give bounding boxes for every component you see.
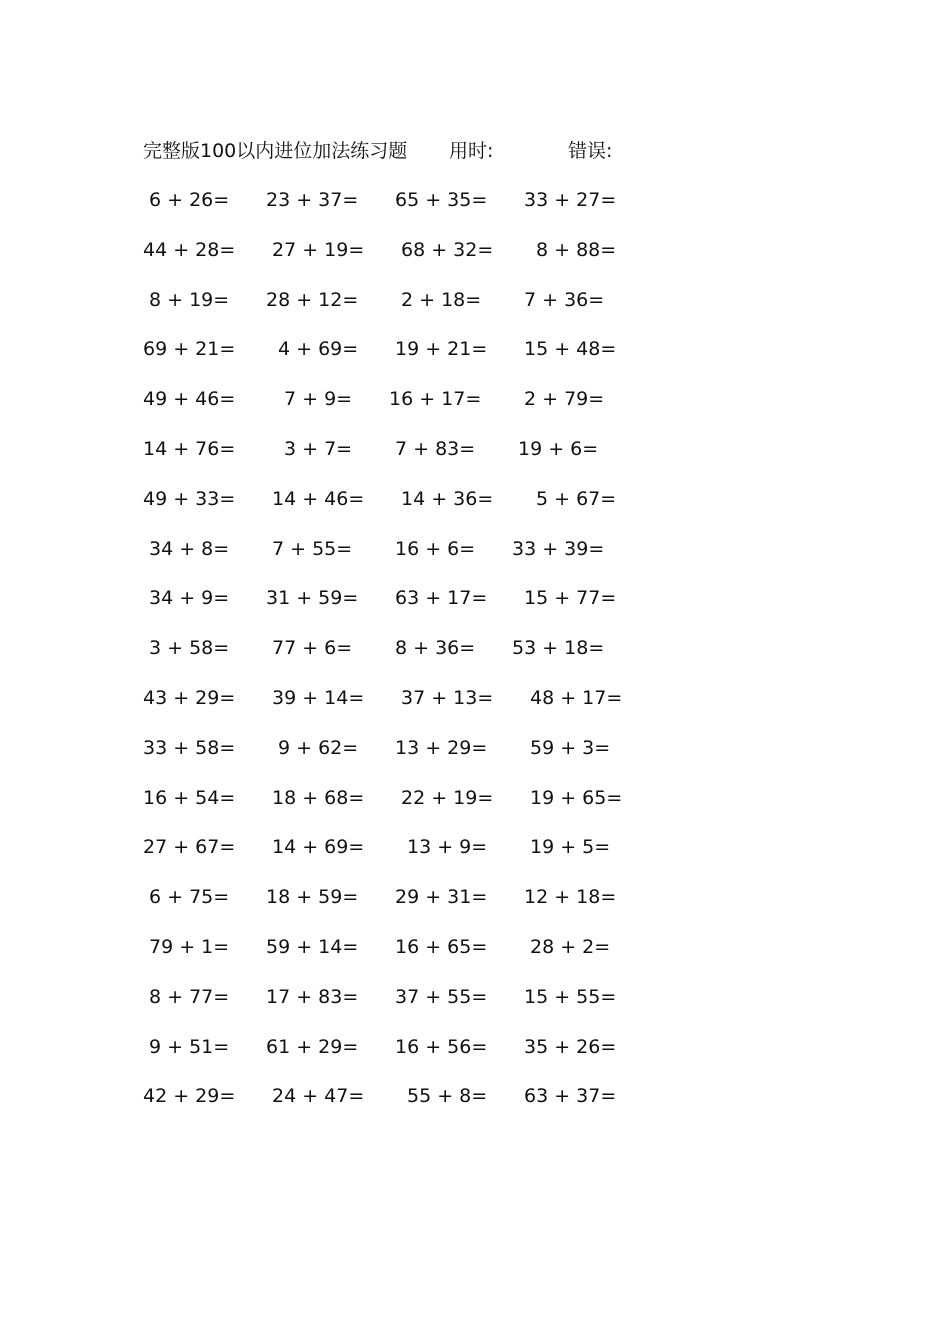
problem-r17-c2: 17 + 83= xyxy=(266,985,359,1008)
problem-r12-c4: 59 + 3= xyxy=(530,736,611,759)
problem-r17-c4: 15 + 55= xyxy=(524,985,617,1008)
problem-r15-c2: 18 + 59= xyxy=(266,886,359,909)
problem-r4-c3: 19 + 21= xyxy=(395,338,488,361)
problem-r19-c1: 42 + 29= xyxy=(143,1085,236,1108)
problem-r17-c1: 8 + 77= xyxy=(149,985,230,1008)
problem-r6-c3: 7 + 83= xyxy=(395,438,476,460)
problem-r7-c4: 5 + 67= xyxy=(536,487,617,510)
problem-r4-c2: 4 + 69= xyxy=(278,338,359,361)
problem-r18-c4: 35 + 26= xyxy=(524,1035,617,1058)
problem-r8-c1: 34 + 8= xyxy=(149,537,230,560)
problem-r14-c3: 13 + 9= xyxy=(407,836,488,859)
problem-r5-c1: 49 + 46= xyxy=(143,388,236,411)
problem-r1-c2: 23 + 37= xyxy=(266,189,359,211)
problem-r11-c3: 37 + 13= xyxy=(401,687,494,709)
problem-r16-c4: 28 + 2= xyxy=(530,936,611,958)
problem-r19-c3: 55 + 8= xyxy=(407,1085,488,1108)
problem-r5-c3: 16 + 17= xyxy=(389,388,482,411)
problem-r13-c1: 16 + 54= xyxy=(143,786,236,809)
problem-r2-c4: 8 + 88= xyxy=(536,238,617,261)
problem-r11-c2: 39 + 14= xyxy=(272,687,365,709)
problem-r17-c3: 37 + 55= xyxy=(395,985,488,1008)
problem-r2-c1: 44 + 28= xyxy=(143,238,236,261)
problem-r6-c4: 19 + 6= xyxy=(518,438,599,460)
problem-r8-c4: 33 + 39= xyxy=(512,537,605,560)
problem-r11-c1: 43 + 29= xyxy=(143,687,236,709)
problem-r7-c1: 49 + 33= xyxy=(143,487,236,510)
problem-r16-c2: 59 + 14= xyxy=(266,936,359,958)
problem-r10-c3: 8 + 36= xyxy=(395,637,476,660)
problem-r15-c3: 29 + 31= xyxy=(395,886,488,909)
problem-r1-c4: 33 + 27= xyxy=(524,189,617,211)
problem-r7-c3: 14 + 36= xyxy=(401,487,494,510)
problem-r7-c2: 14 + 46= xyxy=(272,487,365,510)
problem-r3-c1: 8 + 19= xyxy=(149,288,230,311)
problem-r9-c4: 15 + 77= xyxy=(524,587,617,610)
time-label: 用时: xyxy=(449,140,494,162)
problem-r13-c3: 22 + 19= xyxy=(401,786,494,809)
problem-r19-c4: 63 + 37= xyxy=(524,1085,617,1108)
problem-r8-c3: 16 + 6= xyxy=(395,537,476,560)
problem-r18-c3: 16 + 56= xyxy=(395,1035,488,1058)
problem-r2-c2: 27 + 19= xyxy=(272,238,365,261)
problem-r12-c2: 9 + 62= xyxy=(278,736,359,759)
problem-r19-c2: 24 + 47= xyxy=(272,1085,365,1108)
problem-r5-c2: 7 + 9= xyxy=(284,388,353,411)
problem-r4-c1: 69 + 21= xyxy=(143,338,236,361)
problem-r15-c1: 6 + 75= xyxy=(149,886,230,909)
problem-r4-c4: 15 + 48= xyxy=(524,338,617,361)
problem-r9-c3: 63 + 17= xyxy=(395,587,488,610)
problem-r3-c2: 28 + 12= xyxy=(266,288,359,311)
problem-r3-c3: 2 + 18= xyxy=(401,288,482,311)
problem-r9-c1: 34 + 9= xyxy=(149,587,230,610)
problem-r6-c1: 14 + 76= xyxy=(143,438,236,460)
problem-r11-c4: 48 + 17= xyxy=(530,687,623,709)
problem-r13-c4: 19 + 65= xyxy=(530,786,623,809)
problem-r16-c1: 79 + 1= xyxy=(149,936,230,958)
problem-r18-c2: 61 + 29= xyxy=(266,1035,359,1058)
problem-r1-c3: 65 + 35= xyxy=(395,189,488,211)
problem-r13-c2: 18 + 68= xyxy=(272,786,365,809)
problem-r10-c2: 77 + 6= xyxy=(272,637,353,660)
problem-r14-c2: 14 + 69= xyxy=(272,836,365,859)
problem-r14-c1: 27 + 67= xyxy=(143,836,236,859)
problem-r10-c4: 53 + 18= xyxy=(512,637,605,660)
problem-r15-c4: 12 + 18= xyxy=(524,886,617,909)
problem-r12-c3: 13 + 29= xyxy=(395,736,488,759)
problem-r6-c2: 3 + 7= xyxy=(284,438,353,460)
problem-r8-c2: 7 + 55= xyxy=(272,537,353,560)
problem-r5-c4: 2 + 79= xyxy=(524,388,605,411)
worksheet-title: 完整版100以内进位加法练习题 xyxy=(143,140,408,162)
problem-r2-c3: 68 + 32= xyxy=(401,238,494,261)
problem-r14-c4: 19 + 5= xyxy=(530,836,611,859)
problem-r9-c2: 31 + 59= xyxy=(266,587,359,610)
problem-r1-c1: 6 + 26= xyxy=(149,189,230,211)
problem-r3-c4: 7 + 36= xyxy=(524,288,605,311)
problem-r10-c1: 3 + 58= xyxy=(149,637,230,660)
errors-label: 错误: xyxy=(568,140,613,162)
problem-r12-c1: 33 + 58= xyxy=(143,736,236,759)
problem-r18-c1: 9 + 51= xyxy=(149,1035,230,1058)
problem-r16-c3: 16 + 65= xyxy=(395,936,488,958)
